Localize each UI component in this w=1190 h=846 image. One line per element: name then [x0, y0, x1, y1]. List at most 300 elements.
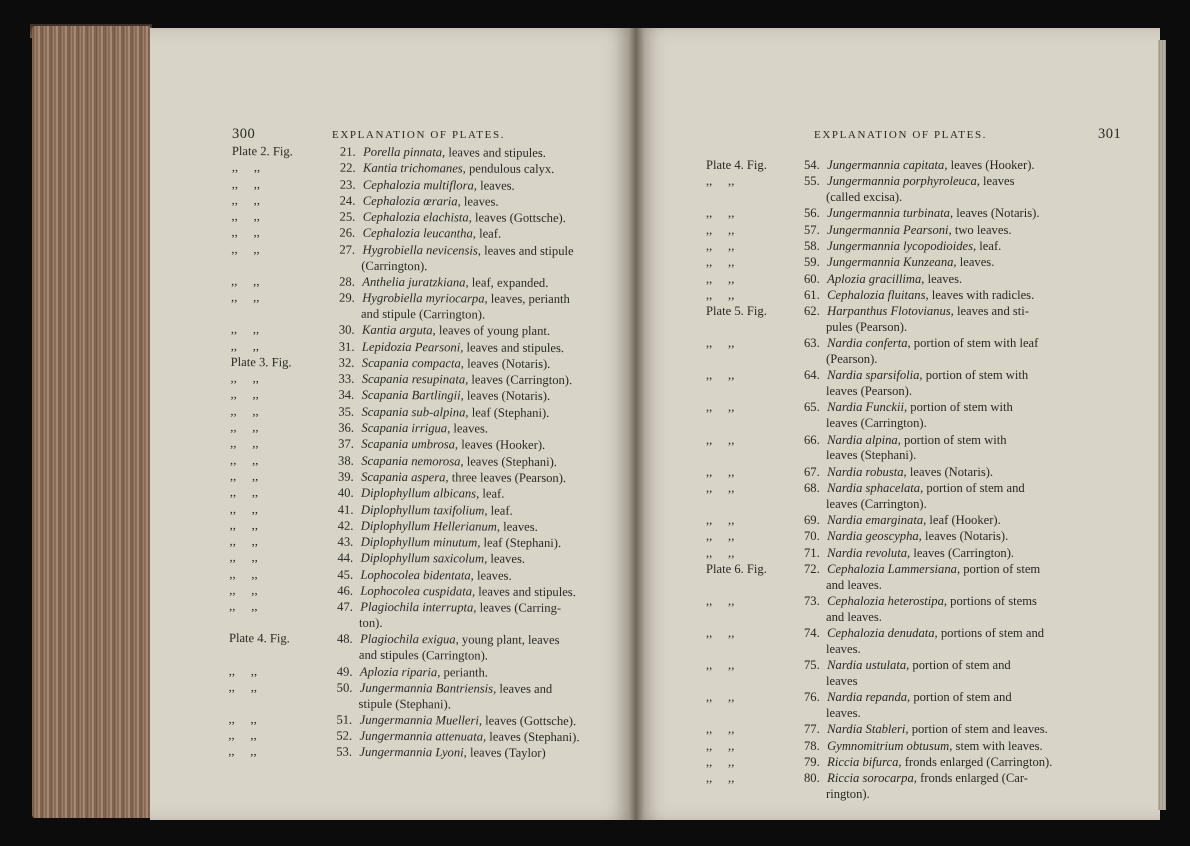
figure-description-continued: and stipule (Carrington).: [360, 306, 486, 322]
figure-description: leaf (Stephani).: [480, 535, 562, 551]
species-name: Diplophyllum taxifolium,: [360, 502, 488, 518]
plate-entry: [706, 739, 1122, 755]
figure-description: portions of stems: [947, 594, 1037, 609]
figure-description: leaves and stipules.: [463, 339, 565, 355]
figure-number: 32.: [338, 355, 355, 370]
species-name: Scapania irrigua,: [361, 420, 451, 436]
plate-entry: [229, 680, 609, 714]
plate-fig-label: ,, ,,: [228, 744, 257, 759]
species-name: Jungermannia Pearsoni,: [827, 222, 952, 237]
figure-number: 44.: [337, 551, 354, 566]
figure-description: leaves and stipules.: [475, 584, 576, 600]
figure-description: leaves (Carrington).: [468, 372, 573, 388]
figure-number: 50.: [336, 680, 353, 695]
plate-fig-label: ,, ,,: [229, 599, 258, 614]
figure-number: 54.: [804, 158, 820, 172]
species-name: Riccia bifurca,: [827, 754, 902, 769]
plate-fig-label: ,, ,,: [229, 468, 259, 484]
plate-entry: [231, 290, 611, 324]
plate-entry: [706, 174, 1122, 206]
plate-entry: [230, 387, 610, 405]
plate-fig-label: ,, ,,: [229, 501, 259, 516]
figure-description: leaf.: [487, 503, 513, 518]
figure-number: 31.: [338, 339, 355, 354]
species-name: Aplozia gracillima,: [827, 271, 925, 286]
plate-entry: [228, 744, 608, 762]
species-name: Scapania resupinata,: [361, 371, 469, 387]
species-name: Scapania compacta,: [361, 355, 465, 371]
plate-entry: [706, 272, 1122, 288]
species-name: Porella pinnata,: [363, 144, 446, 160]
plate-entry: [706, 433, 1122, 465]
plate-entry: [230, 518, 610, 536]
plate-fig-label: ,, ,,: [706, 594, 735, 609]
figure-number: 57.: [804, 222, 820, 237]
figure-description-continued: (Pearson).: [826, 352, 878, 367]
figure-number: 65.: [804, 400, 820, 415]
figure-description-continued: leaves (Carrington).: [826, 496, 927, 511]
plate-fig-label: ,, ,,: [706, 255, 735, 270]
plate-fig-label: ,, ,,: [706, 529, 735, 544]
species-name: Jungermannia capitata,: [827, 158, 948, 172]
figure-number: 26.: [339, 226, 356, 241]
plate-fig-label: ,, ,,: [231, 160, 261, 175]
figure-number: 64.: [804, 368, 820, 383]
figure-number: 33.: [338, 371, 355, 386]
figure-description-continued: pules (Pearson).: [826, 319, 908, 334]
figure-description-continued: and leaves.: [826, 577, 882, 592]
plate-fig-label: ,, ,,: [706, 368, 735, 383]
figure-description: perianth.: [440, 664, 489, 680]
plate-entry: [230, 453, 610, 471]
figure-description: leaves.: [956, 255, 995, 270]
species-name: Nardia Funckii,: [827, 400, 908, 415]
plate-fig-label: ,, ,,: [706, 174, 735, 189]
figure-description-continued: and stipules (Carrington).: [358, 647, 488, 663]
figure-description: leaves (Stephani).: [463, 454, 558, 469]
plate-fig-label: Plate 6. Fig.: [706, 561, 767, 576]
species-name: Gymnomitrium obtusum,: [827, 738, 953, 753]
figure-description: leaves (Hooker).: [947, 158, 1035, 172]
plate-entry: [706, 336, 1122, 368]
figure-number: 68.: [804, 480, 820, 495]
figure-number: 61.: [804, 287, 820, 302]
plate-fig-label: ,, ,,: [228, 679, 258, 694]
plate-fig-label: ,, ,,: [706, 690, 735, 705]
figure-number: 79.: [804, 754, 820, 769]
figure-number: 78.: [804, 738, 820, 753]
plate-fig-label: ,, ,,: [706, 206, 735, 221]
figure-number: 60.: [804, 271, 820, 286]
species-name: Nardia emarginata,: [827, 513, 927, 528]
figure-description: young plant, leaves: [458, 632, 560, 648]
figure-description-continued: (called excisa).: [826, 190, 903, 205]
species-name: Riccia sorocarpa,: [827, 771, 917, 786]
figure-description-continued: leaves: [826, 674, 858, 688]
figure-description-continued: and leaves.: [826, 609, 882, 624]
figure-description: leaves.: [460, 194, 499, 209]
plate-fig-label: ,, ,,: [231, 209, 260, 224]
plate-fig-label: ,, ,,: [230, 452, 259, 467]
plate-fig-label: Plate 4. Fig.: [706, 158, 767, 172]
plate-entry: [706, 255, 1122, 271]
plate-fig-label: ,, ,,: [706, 336, 735, 351]
plate-entry: [706, 529, 1122, 545]
figure-number: 39.: [337, 469, 354, 484]
plate-fig-label: ,, ,,: [230, 322, 260, 337]
plate-fig-label: ,, ,,: [706, 754, 735, 769]
plate-fig-label: ,, ,,: [230, 436, 259, 451]
figure-number: 51.: [336, 712, 353, 727]
plate-fig-label: ,, ,,: [228, 663, 258, 678]
plate-fig-label: ,, ,,: [706, 480, 735, 495]
figure-number: 34.: [338, 388, 355, 403]
left-plate-list: [228, 144, 612, 763]
plate-fig-label: ,, ,,: [229, 550, 258, 565]
plate-entry: [230, 534, 610, 552]
figure-description: portions of stem and: [937, 626, 1045, 641]
figure-number: 38.: [338, 453, 354, 468]
figure-number: 48.: [336, 632, 353, 647]
plate-entry: [231, 339, 611, 357]
figure-description: leaves with radicles.: [928, 287, 1035, 302]
plate-entry: [230, 420, 610, 438]
species-name: Cephalozia elachista,: [362, 209, 472, 225]
figure-description: leaves of young plant.: [435, 323, 551, 339]
species-name: Nardia ustulata,: [827, 658, 910, 673]
figure-description: leaves (Notaris).: [463, 388, 551, 404]
figure-description: leaves.: [924, 271, 963, 286]
figure-number: 63.: [804, 336, 820, 351]
plate-fig-label: ,, ,,: [706, 271, 735, 286]
species-name: Nardia sphacelata,: [827, 480, 924, 495]
figure-number: 49.: [336, 664, 353, 679]
plate-fig-label: ,, ,,: [706, 658, 735, 673]
species-name: Cephalozia Lammersiana,: [827, 561, 961, 576]
plate-entry: [229, 583, 609, 601]
figure-number: 21.: [339, 144, 356, 159]
plate-entry: [706, 546, 1122, 562]
figure-description-continued: leaves (Carrington).: [826, 416, 927, 431]
plate-fig-label: ,, ,,: [230, 387, 259, 402]
figure-number: 30.: [338, 322, 355, 338]
figure-description: portion of stem and: [923, 480, 1025, 495]
figure-number: 37.: [338, 436, 354, 452]
plate-fig-label: ,, ,,: [231, 290, 260, 305]
figure-description: leaves and stipule: [480, 243, 574, 258]
figure-number: 27.: [339, 242, 356, 257]
plate-fig-label: ,, ,,: [706, 626, 735, 641]
plate-entry: [230, 436, 610, 454]
species-name: Jungermannia lycopodioides,: [827, 238, 977, 253]
plate-fig-label: ,, ,,: [231, 241, 260, 256]
plate-entry: [228, 728, 608, 746]
species-name: Lepidozia Pearsoni,: [361, 339, 464, 354]
plate-fig-label: ,, ,,: [706, 238, 735, 253]
plate-fig-label: Plate 2. Fig.: [231, 144, 293, 159]
plate-entry: [230, 469, 610, 487]
book-gutter: [628, 28, 644, 820]
plate-entry: [232, 193, 612, 211]
right-running-head: EXPLANATION OF PLATES.: [814, 129, 988, 141]
plate-fig-label: ,, ,,: [231, 273, 260, 289]
figure-description: leaves (Hooker).: [458, 437, 546, 453]
figure-description: stem with leaves.: [952, 738, 1043, 753]
figure-description-continued: leaves.: [826, 706, 861, 721]
figure-number: 53.: [336, 745, 353, 760]
species-name: Lophocolea cuspidata,: [360, 583, 476, 599]
species-name: Diplophyllum saxicolum,: [360, 551, 488, 566]
species-name: Nardia Stableri,: [827, 722, 909, 737]
species-name: Jungermannia turbinata,: [827, 206, 954, 221]
figure-description: fronds enlarged (Car-: [916, 771, 1029, 786]
species-name: Hygrobiella myriocarpa,: [362, 290, 488, 306]
species-name: Kantia trichomanes,: [362, 161, 466, 176]
plate-entry: [706, 626, 1122, 658]
plate-fig-label: ,, ,,: [706, 400, 735, 415]
plate-fig-label: ,, ,,: [706, 432, 735, 447]
figure-number: 35.: [338, 404, 355, 419]
plate-entry: [231, 242, 611, 276]
plate-entry: [229, 550, 609, 568]
plate-fig-label: ,, ,,: [231, 192, 261, 208]
plate-entry: [231, 355, 611, 373]
figure-number: 28.: [339, 274, 355, 289]
plate-fig-label: ,, ,,: [230, 338, 260, 353]
figure-description-continued: stipule (Stephani).: [358, 696, 451, 711]
plate-fig-label: ,, ,,: [231, 176, 261, 191]
figure-description: leaf.: [479, 486, 505, 501]
figure-description: leaf (Stephani).: [468, 405, 550, 420]
plate-fig-label: ,, ,,: [706, 464, 735, 479]
plate-entry: [229, 567, 609, 585]
figure-description: leaves.: [476, 178, 515, 193]
figure-description: portion of stem and: [910, 690, 1012, 705]
figure-description: leaves, perianth: [487, 291, 570, 307]
figure-number: 36.: [338, 420, 355, 435]
species-name: Cephalozia fluitans,: [827, 287, 929, 302]
figure-description: leaf, expanded.: [468, 275, 549, 290]
figure-description: leaves.: [450, 421, 489, 436]
figure-number: 77.: [804, 722, 820, 737]
figure-description: portion of stem and leaves.: [908, 722, 1048, 737]
plate-entry: [230, 404, 610, 422]
figure-description-continued: rington).: [826, 787, 870, 802]
species-name: Scapania aspera,: [361, 469, 449, 485]
plate-fig-label: ,, ,,: [230, 371, 259, 386]
figure-description-continued: leaves (Pearson).: [826, 384, 913, 399]
plate-entry: [232, 160, 612, 178]
plate-fig-label: ,, ,,: [231, 225, 260, 240]
figure-description: leaves and sti-: [953, 304, 1029, 319]
figure-number: 58.: [804, 238, 820, 253]
species-name: Scapania umbrosa,: [361, 437, 459, 452]
species-name: Jungermannia Kunzeana,: [827, 255, 957, 270]
figure-description: leaves (Notaris).: [953, 206, 1040, 221]
figure-description: leaves and stipules.: [445, 145, 546, 160]
plate-entry: [706, 400, 1122, 432]
figure-description: three leaves (Pearson).: [448, 470, 567, 485]
figure-description: pendulous calyx.: [465, 161, 555, 177]
plate-entry: [231, 322, 611, 340]
species-name: Scapania nemorosa,: [361, 453, 464, 469]
plate-entry: [229, 663, 609, 681]
figure-description: leaves (Notaris).: [921, 529, 1009, 544]
plate-entry: [231, 371, 611, 389]
species-name: Nardia geoscypha,: [827, 529, 922, 544]
figure-description: leaf.: [475, 226, 502, 242]
figure-number: 52.: [336, 728, 353, 743]
figure-number: 73.: [804, 594, 820, 609]
figure-description: portion of stem and: [909, 658, 1011, 673]
figure-description: leaf.: [976, 238, 1002, 253]
plate-fig-label: Plate 5. Fig.: [706, 304, 767, 319]
plate-entry: [229, 631, 609, 665]
figure-description-continued: ton).: [359, 615, 383, 631]
figure-number: 66.: [804, 432, 820, 447]
figure-number: 42.: [337, 518, 354, 533]
figure-description-continued: (Carrington).: [361, 258, 428, 273]
figure-number: 69.: [804, 513, 820, 528]
figure-description: leaves (Taylor): [466, 745, 546, 761]
plate-fig-label: Plate 4. Fig.: [228, 631, 290, 646]
figure-description: leaves.: [500, 519, 538, 534]
plate-fig-label: ,, ,,: [230, 403, 259, 418]
species-name: Diplophyllum Hellerianum,: [360, 518, 501, 534]
plate-fig-label: ,, ,,: [229, 583, 258, 598]
plate-entry: [706, 158, 1122, 174]
species-name: Nardia sparsifolia,: [827, 368, 923, 383]
species-name: Scapania sub-alpina,: [361, 404, 469, 420]
figure-description: leaves (Carrington).: [910, 545, 1015, 560]
figure-number: 41.: [337, 502, 354, 517]
species-name: Diplophyllum albicans,: [360, 486, 480, 501]
plate-fig-label: ,, ,,: [706, 771, 735, 786]
species-name: Kantia arguta,: [361, 323, 436, 338]
plate-fig-label: ,, ,,: [228, 711, 257, 727]
figure-number: 76.: [804, 690, 820, 705]
figure-description: leaf (Hooker).: [926, 513, 1001, 528]
species-name: Cephalozia heterostipa,: [827, 594, 948, 609]
figure-description: fronds enlarged (Carrington).: [901, 754, 1053, 769]
plate-fig-label: ,, ,,: [706, 513, 735, 528]
plate-entry: [706, 368, 1122, 400]
plate-entry: [706, 239, 1122, 255]
figure-description: leaves: [979, 174, 1015, 189]
species-name: Cephalozia leucantha,: [362, 226, 476, 241]
species-name: Harpanthus Flotovianus,: [827, 304, 954, 319]
right-page-edges: [1158, 40, 1166, 810]
figure-description: portion of stem: [960, 561, 1041, 576]
plate-entry: [706, 304, 1122, 336]
plate-fig-label: ,, ,,: [706, 222, 735, 237]
plate-fig-label: ,, ,,: [706, 738, 735, 753]
figure-number: 71.: [804, 545, 820, 560]
plate-fig-label: ,, ,,: [229, 534, 258, 549]
figure-description: leaves (Notaris).: [463, 356, 551, 371]
species-name: Nardia conferta,: [827, 336, 911, 351]
species-name: Hygrobiella nevicensis,: [362, 242, 482, 258]
figure-description: leaves (Carring-: [476, 600, 562, 616]
plate-fig-label: ,, ,,: [228, 728, 257, 743]
species-name: Anthelia juratzkiana,: [362, 274, 469, 290]
plate-entry: [232, 177, 612, 195]
plate-entry: [229, 599, 609, 633]
figure-number: 74.: [804, 626, 820, 641]
plate-entry: [706, 562, 1122, 594]
plate-entry: [706, 481, 1122, 513]
figure-number: 80.: [804, 771, 820, 786]
figure-description: portion of stem with: [922, 368, 1029, 383]
species-name: Jungermannia attenuata,: [359, 728, 487, 744]
figure-number: 23.: [339, 177, 356, 192]
species-name: Jungermannia porphyroleuca,: [827, 174, 980, 189]
figure-number: 62.: [804, 304, 820, 319]
plate-entry: [706, 690, 1122, 722]
figure-number: 47.: [337, 599, 353, 615]
species-name: Diplophyllum minutum,: [360, 534, 481, 550]
plate-entry: [706, 206, 1122, 222]
species-name: Lophocolea bidentata,: [360, 567, 474, 583]
figure-number: 59.: [804, 255, 820, 270]
right-plate-list: [706, 158, 1122, 803]
plate-fig-label: ,, ,,: [706, 545, 735, 560]
species-name: Jungermannia Bantriensis,: [359, 680, 497, 696]
plate-entry: [230, 485, 610, 503]
plate-fig-label: ,, ,,: [229, 517, 259, 532]
species-name: Nardia robusta,: [827, 464, 907, 479]
left-running-head: EXPLANATION OF PLATES.: [332, 129, 506, 141]
species-name: Scapania Bartlingii,: [361, 388, 464, 403]
plate-entry: [706, 755, 1122, 771]
figure-description: leaves (Gottsche).: [471, 210, 566, 226]
plate-fig-label: ,, ,,: [706, 287, 735, 302]
plate-entry: [231, 274, 611, 292]
plate-entry: [706, 288, 1122, 304]
figure-number: 22.: [339, 160, 356, 176]
figure-description-continued: leaves.: [826, 641, 861, 656]
left-page-number: 300: [232, 126, 256, 142]
page-edges: [32, 26, 150, 818]
figure-number: 67.: [804, 464, 820, 479]
plate-entry: [232, 209, 612, 227]
plate-fig-label: ,, ,,: [706, 722, 735, 737]
figure-description: portion of stem with leaf: [910, 336, 1039, 351]
figure-description: leaves and: [496, 681, 553, 696]
figure-description: two leaves.: [951, 222, 1012, 237]
plate-entry: [230, 502, 610, 520]
species-name: Nardia revoluta,: [827, 545, 911, 560]
figure-number: 55.: [804, 174, 820, 189]
plate-entry: [232, 144, 612, 162]
species-name: Cephalozia œraria,: [362, 193, 461, 209]
plate-entry: [706, 594, 1122, 626]
right-page-number: 301: [1098, 126, 1122, 142]
figure-number: 24.: [339, 193, 356, 208]
figure-description-continued: leaves (Stephani).: [826, 448, 917, 463]
figure-number: 40.: [337, 485, 354, 500]
figure-number: 75.: [804, 658, 820, 673]
species-name: Jungermannia Muelleri,: [359, 712, 483, 728]
plate-entry: [706, 465, 1122, 481]
plate-entry: [231, 225, 611, 243]
species-name: Nardia alpina,: [827, 432, 901, 447]
figure-number: 25.: [339, 209, 356, 224]
plate-fig-label: ,, ,,: [229, 566, 258, 581]
figure-number: 43.: [337, 534, 354, 549]
plate-fig-label: Plate 3. Fig.: [230, 354, 292, 370]
species-name: Jungermannia Lyoni,: [359, 745, 467, 760]
